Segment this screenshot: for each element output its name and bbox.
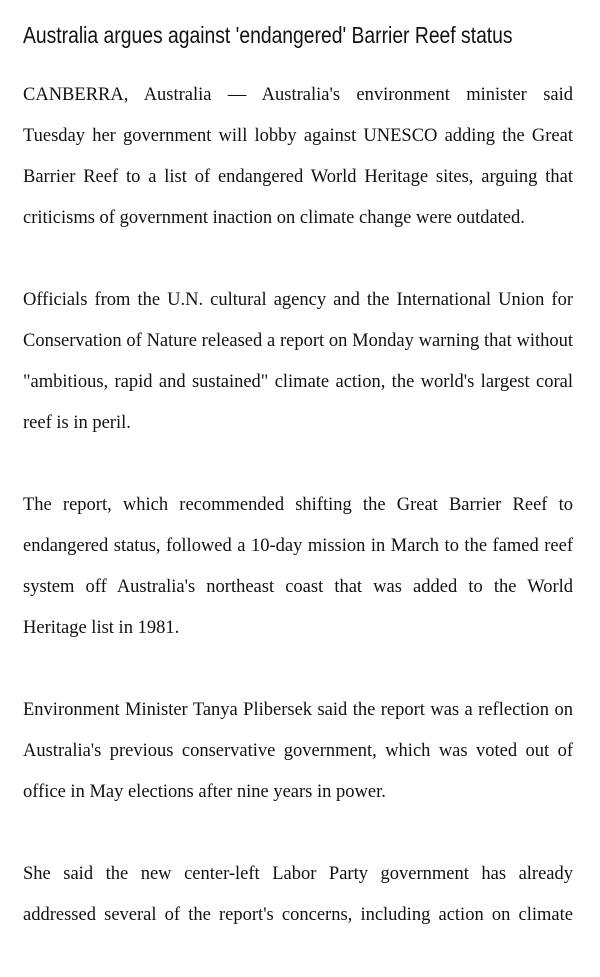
paragraph-line: "ambitious, rapid and sustained" climate action, the world's largest coral	[23, 372, 573, 392]
paragraph-line: Conservation of Nature released a report on Monday warning that without	[23, 331, 573, 351]
paragraph-line: The report, which recommended shifting the Great Barrier Reef to	[23, 495, 573, 515]
paragraph-line: Heritage list in 1981.	[23, 618, 180, 638]
article-paragraph	[23, 690, 573, 813]
paragraph-line: She said the new center-left Labor Party government has already	[23, 864, 573, 884]
paragraph-line: endangered status, followed a 10-day mission in March to the famed reef	[23, 536, 573, 556]
paragraph-line: criticisms of government inaction on climate change were outdated.	[23, 208, 525, 228]
paragraph-line: reef is in peril.	[23, 413, 131, 433]
paragraph-line: Barrier Reef to a list of endangered World Heritage sites, arguing that	[23, 167, 573, 187]
paragraph-line: Environment Minister Tanya Plibersek said the report was a reflection on	[23, 700, 573, 720]
paragraph-line: CANBERRA, Australia — Australia's environment minister said	[23, 85, 573, 105]
article-paragraph	[23, 854, 573, 936]
article-body	[23, 75, 573, 977]
article-title: Australia argues against 'endangered' Barrier Reef status	[23, 22, 513, 48]
article-paragraph	[23, 75, 573, 239]
paragraph-line: addressed several of the report's concerns, including action on climate	[23, 905, 573, 925]
paragraph-line: system off Australia's northeast coast that was added to the World	[23, 577, 573, 597]
article-paragraph	[23, 280, 573, 444]
paragraph-line: office in May elections after nine years in power.	[23, 782, 386, 802]
article-paragraph	[23, 485, 573, 649]
paragraph-line: Officials from the U.N. cultural agency and the International Union for	[23, 290, 573, 310]
paragraph-line: Australia's previous conservative government, which was voted out of	[23, 741, 573, 761]
paragraph-line: Tuesday her government will lobby against UNESCO adding the Great	[23, 126, 573, 146]
